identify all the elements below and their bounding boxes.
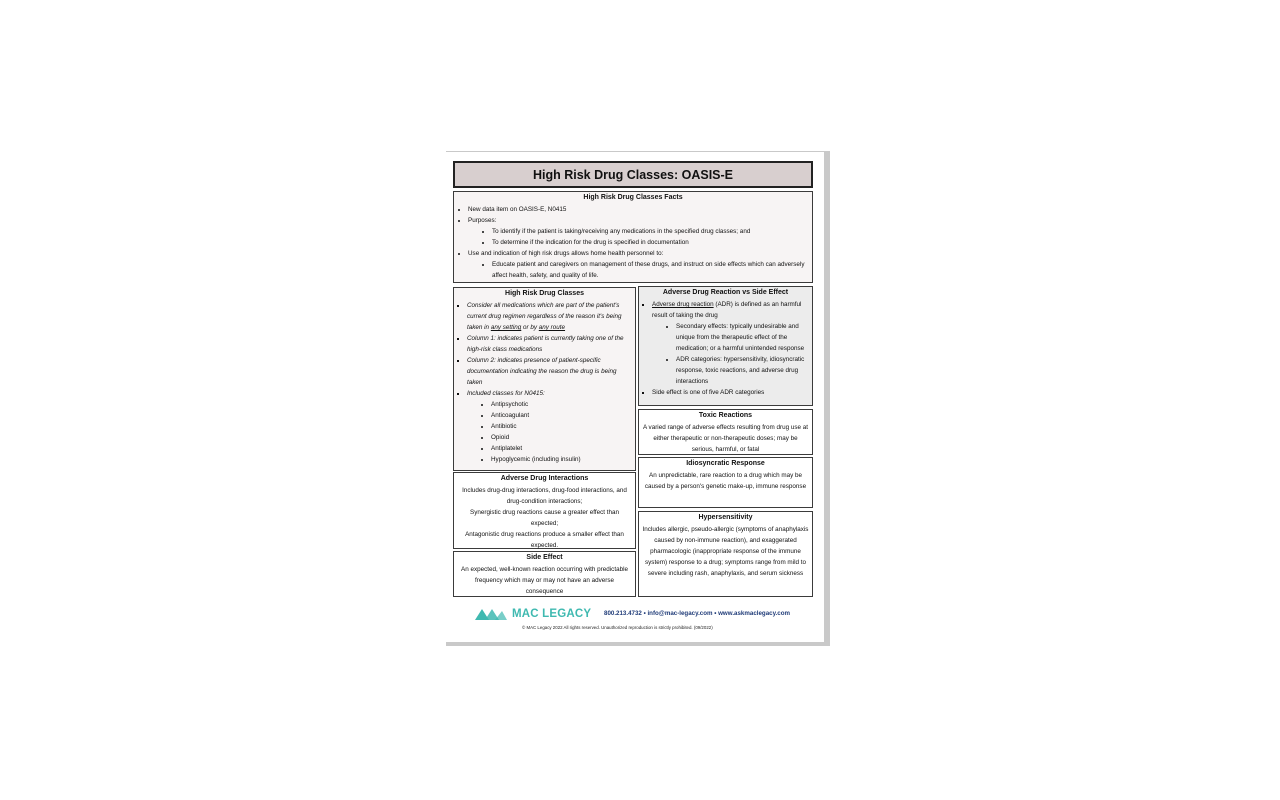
mac-legacy-logo xyxy=(474,607,591,621)
classes-item: ▪ Column 2: indicates presence of patient-specific documentation indicating the reason the drug is being taken xyxy=(467,355,632,388)
idiosyncratic-section xyxy=(638,457,813,508)
facts-subitem: • To identify if the patient is taking/receiving any medications in the specified drug classes; and xyxy=(492,226,808,237)
toxic-reactions-section xyxy=(638,409,813,455)
drug-class: • Antibiotic xyxy=(491,421,632,432)
facts-item: • Purposes: • To identify if the patient is taking/receiving any medications in the specified drug classes; and • To determine if the indication for the drug is specified in documentation xyxy=(468,215,808,248)
adr-subitem: • Secondary effects: typically undesirable and unique from the therapeutic effect of the medication; or a harmful unintended response xyxy=(676,321,809,354)
adr-section xyxy=(638,286,813,406)
drug-class: • Hypoglycemic (including insulin) xyxy=(491,454,632,465)
toxic-heading: Toxic Reactions xyxy=(698,412,753,419)
drug-class: • Anticoagulant xyxy=(491,410,632,421)
drug-interactions-section xyxy=(453,472,636,549)
title-banner xyxy=(453,161,813,188)
classes-item: ▪ Column 1: indicates patient is currently taking one of the high-risk class medications xyxy=(467,333,632,355)
facts-subitem: • To determine if the indication for the drug is specified in documentation xyxy=(492,237,808,248)
interactions-heading: Adverse Drug Interactions xyxy=(500,475,589,482)
high-risk-classes-section xyxy=(453,287,636,471)
facts-item: • Use and indication of high risk drugs allows home health personnel to: • Educate patient and caregivers on management of these drugs, and instruct on side effects which can adversely affect health, safety, and quality of life. xyxy=(468,248,808,281)
toxic-text: A varied range of adverse effects resulting from drug use at either therapeutic or non-therapeutic doses; may be serious, harmful, or fatal xyxy=(642,424,809,453)
classes-heading: High Risk Drug Classes xyxy=(505,290,584,297)
side-effect-text: An expected, well-known reaction occurring with predictable frequency which may or may not have an adverse consequence xyxy=(461,566,628,595)
document-page xyxy=(444,152,824,642)
facts-item: • New data item on OASIS-E, N0415 xyxy=(468,204,808,215)
facts-section xyxy=(453,191,813,283)
logo-text: MAC LEGACY xyxy=(512,608,592,620)
interactions-line: Synergistic drug reactions cause a greater effect than expected; xyxy=(470,509,619,527)
facts-subitem: • Educate patient and caregivers on management of these drugs, and instruct on side effects which can adversely affect health, safety, and quality of life. xyxy=(492,259,808,281)
drug-class: • Antiplatelet xyxy=(491,443,632,454)
copyright-line: © MAC Legacy 2022 All rights reserved. Unauthorized reproduction is strictly prohibited. (09/2022) xyxy=(522,625,713,630)
classes-item: ▪ Included classes for N0415: • Antipsychotic • Anticoagulant • Antibiotic • Opioid • Antiplatelet • Hypoglycemic (including insulin) xyxy=(467,388,632,465)
footer xyxy=(474,603,814,635)
interactions-line: Includes drug-drug interactions, drug-food interactions, and drug-condition interactions; xyxy=(462,487,627,505)
side-effect-heading: Side Effect xyxy=(526,554,563,561)
page-title: High Risk Drug Classes: OASIS-E xyxy=(532,167,734,182)
facts-heading: High Risk Drug Classes Facts xyxy=(583,194,683,201)
drug-class: • Opioid xyxy=(491,432,632,443)
adr-subitem: • ADR categories: hypersensitivity, idiosyncratic response, toxic reactions, and adverse drug interactions xyxy=(676,354,809,387)
hyper-heading: Hypersensitivity xyxy=(698,514,753,521)
interactions-line: Antagonistic drug reactions produce a smaller effect than expected. xyxy=(465,531,624,549)
classes-item: ▪ Consider all medications which are part of the patient's current drug regimen regardless of the reason it's being taken in any setting or by any route xyxy=(467,300,632,333)
adr-item: ▪ Adverse drug reaction (ADR) is defined as an harmful result of taking the drug • Secondary effects: typically undesirable and unique from the therapeutic effect of the medication; or a harmful unintended response • ADR categories: hypersensitivity, idiosyncratic response, toxic reactions, and adverse drug interactions xyxy=(652,299,809,387)
hyper-text: Includes allergic, pseudo-allergic (symptoms of anaphylaxis caused by non-immune reaction), and exaggerated pharmacologic (inappropriate response of the immune system) response to a drug; symptoms range from mild to severe including rash, anaphylaxis, and serum sickness xyxy=(642,526,809,577)
adr-heading: Adverse Drug Reaction vs Side Effect xyxy=(662,289,789,296)
idio-text: An unpredictable, rare reaction to a drug which may be caused by a person's genetic make-up, immune response xyxy=(644,472,807,490)
side-effect-section xyxy=(453,551,636,597)
adr-item: ▪ Side effect is one of five ADR categories xyxy=(652,387,809,398)
idio-heading: Idiosyncratic Response xyxy=(686,460,765,467)
contact-line: 800.213.4732 • info@mac-legacy.com • www.askmaclegacy.com xyxy=(604,610,791,617)
drug-class: • Antipsychotic xyxy=(491,399,632,410)
hypersensitivity-section xyxy=(638,511,813,597)
logo-mark-icon xyxy=(474,607,508,621)
